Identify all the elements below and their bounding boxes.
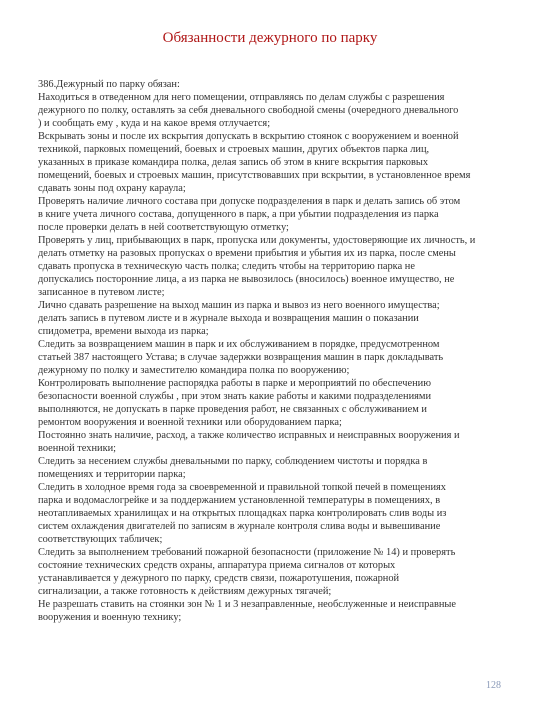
text-line: военной техники;: [38, 443, 117, 454]
text-line: Следить за возвращением машин в парк и их обслуживанием в порядке, предусмотренном: [38, 339, 440, 350]
text-line: дежурного по полку, оставлять за себя дневального свободной смены (очередного дневального: [38, 105, 459, 116]
text-line: Проверять у лиц, прибывающих в парк, пропуска или документы, удостоверяющие их личность, и: [38, 235, 476, 246]
text-line: делать отметку на разовых пропусках о времени прибытия и убытия их из парка, после смены: [38, 248, 456, 259]
text-line: вооружения и военную технику;: [38, 612, 182, 623]
text-line: устанавливается у дежурного по парку, средств связи, пожаротушения, пожарной: [38, 573, 400, 584]
text-line: сигнализации, а также готовность к действиям дежурных тягачей;: [38, 586, 332, 597]
text-line: Проверять наличие личного состава при допуске подразделения в парк и делать запись об этом: [38, 196, 461, 207]
text-line: помещениях и территории парка;: [38, 469, 186, 480]
text-line: в книге учета личного состава, допущенного в парк, а при убытии подразделения из парка: [38, 209, 439, 220]
text-line: соответствующих табличек;: [38, 534, 163, 545]
text-line: неотапливаемых хранилищах и на открытых площадках парка контролировать слив воды из: [38, 508, 447, 519]
text-line: состояние технических средств охраны, аппаратура приема сигналов от которых: [38, 560, 396, 571]
text-line: Следить за выполнением требований пожарной безопасности (приложение № 14) и проверять: [38, 547, 456, 558]
text-line: допускались посторонние лица, а из парка не вывозилось (вносилось) военное имущество, не: [38, 274, 455, 285]
text-line: техникой, парковых помещений, боевых и строевых машин, других объектов парка лиц,: [38, 144, 430, 155]
text-line: ) и сообщать ему , куда и на какое время отлучается;: [38, 118, 271, 129]
text-line: Следить за несением службы дневальными по парку, соблюдением чистоты и порядка в: [38, 456, 428, 467]
text-line: Контролировать выполнение распорядка работы в парке и мероприятий по обеспечению: [38, 378, 431, 389]
page-number: 128: [486, 680, 501, 691]
document-body: [38, 78, 526, 624]
text-line: записанное в путевом листе;: [38, 287, 165, 298]
text-line: указанных в приказе командира полка, делая запись об этом в книге вскрытия парковых: [38, 157, 429, 168]
text-line: безопасности военной службы , при этом знать какие работы и какими подразделениями: [38, 391, 432, 402]
text-line: парка и водомаслогрейке и за поддержанием установленной температуры в помещениях, в: [38, 495, 441, 506]
text-line: выполняются, не допускать в парке проведения работ, не связанных с обслуживанием и: [38, 404, 427, 415]
text-line: сдавать зоны под охрану караула;: [38, 183, 186, 194]
text-line: Постоянно знать наличие, расход, а также количество исправных и неисправных вооружения и: [38, 430, 460, 441]
text-line: после проверки делать в ней соответствующую отметку;: [38, 222, 289, 233]
text-line: помещений, боевых и строевых машин, присутствовавших при вскрытии, в установленное время: [38, 170, 471, 181]
text-line: 386.Дежурный по парку обязан:: [38, 79, 180, 90]
text-line: Находиться в отведенном для него помещении, отправляясь по делам службы с разрешения: [38, 92, 445, 103]
text-line: Не разрешать ставить на стоянки зон № 1 и 3 незаправленные, необслуженные и неисправные: [38, 599, 456, 610]
text-line: Следить в холодное время года за своевременной и правильной топкой печей в помещениях: [38, 482, 446, 493]
text-line: Вскрывать зоны и после их вскрытия допускать в вскрытию стоянок с вооружением и военной: [38, 131, 459, 142]
text-line: ремонтом вооружения и военной техники или оборудованием парка;: [38, 417, 342, 428]
text-line: сдавать пропуска в техническую часть полка; следить чтобы на территорию парка не: [38, 261, 415, 272]
page-title: Обязанности дежурного по парку: [162, 30, 378, 46]
text-line: статьей 387 настоящего Устава; в случае задержки возвращения машин в парк докладывать: [38, 352, 444, 363]
text-line: систем охлаждения двигателей по записям в журнале контроля слива воды и вывешивание: [38, 521, 441, 532]
text-line: дежурному по полку и заместителю командира полка по вооружению;: [38, 365, 350, 376]
text-line: спидометра, времени выхода из парка;: [38, 326, 209, 337]
text-line: делать запись в путевом листе и в журнале выхода и возвращения машин о показании: [38, 313, 419, 324]
text-line: Лично сдавать разрешение на выход машин из парка и вывоз из него военного имущества;: [38, 300, 440, 311]
